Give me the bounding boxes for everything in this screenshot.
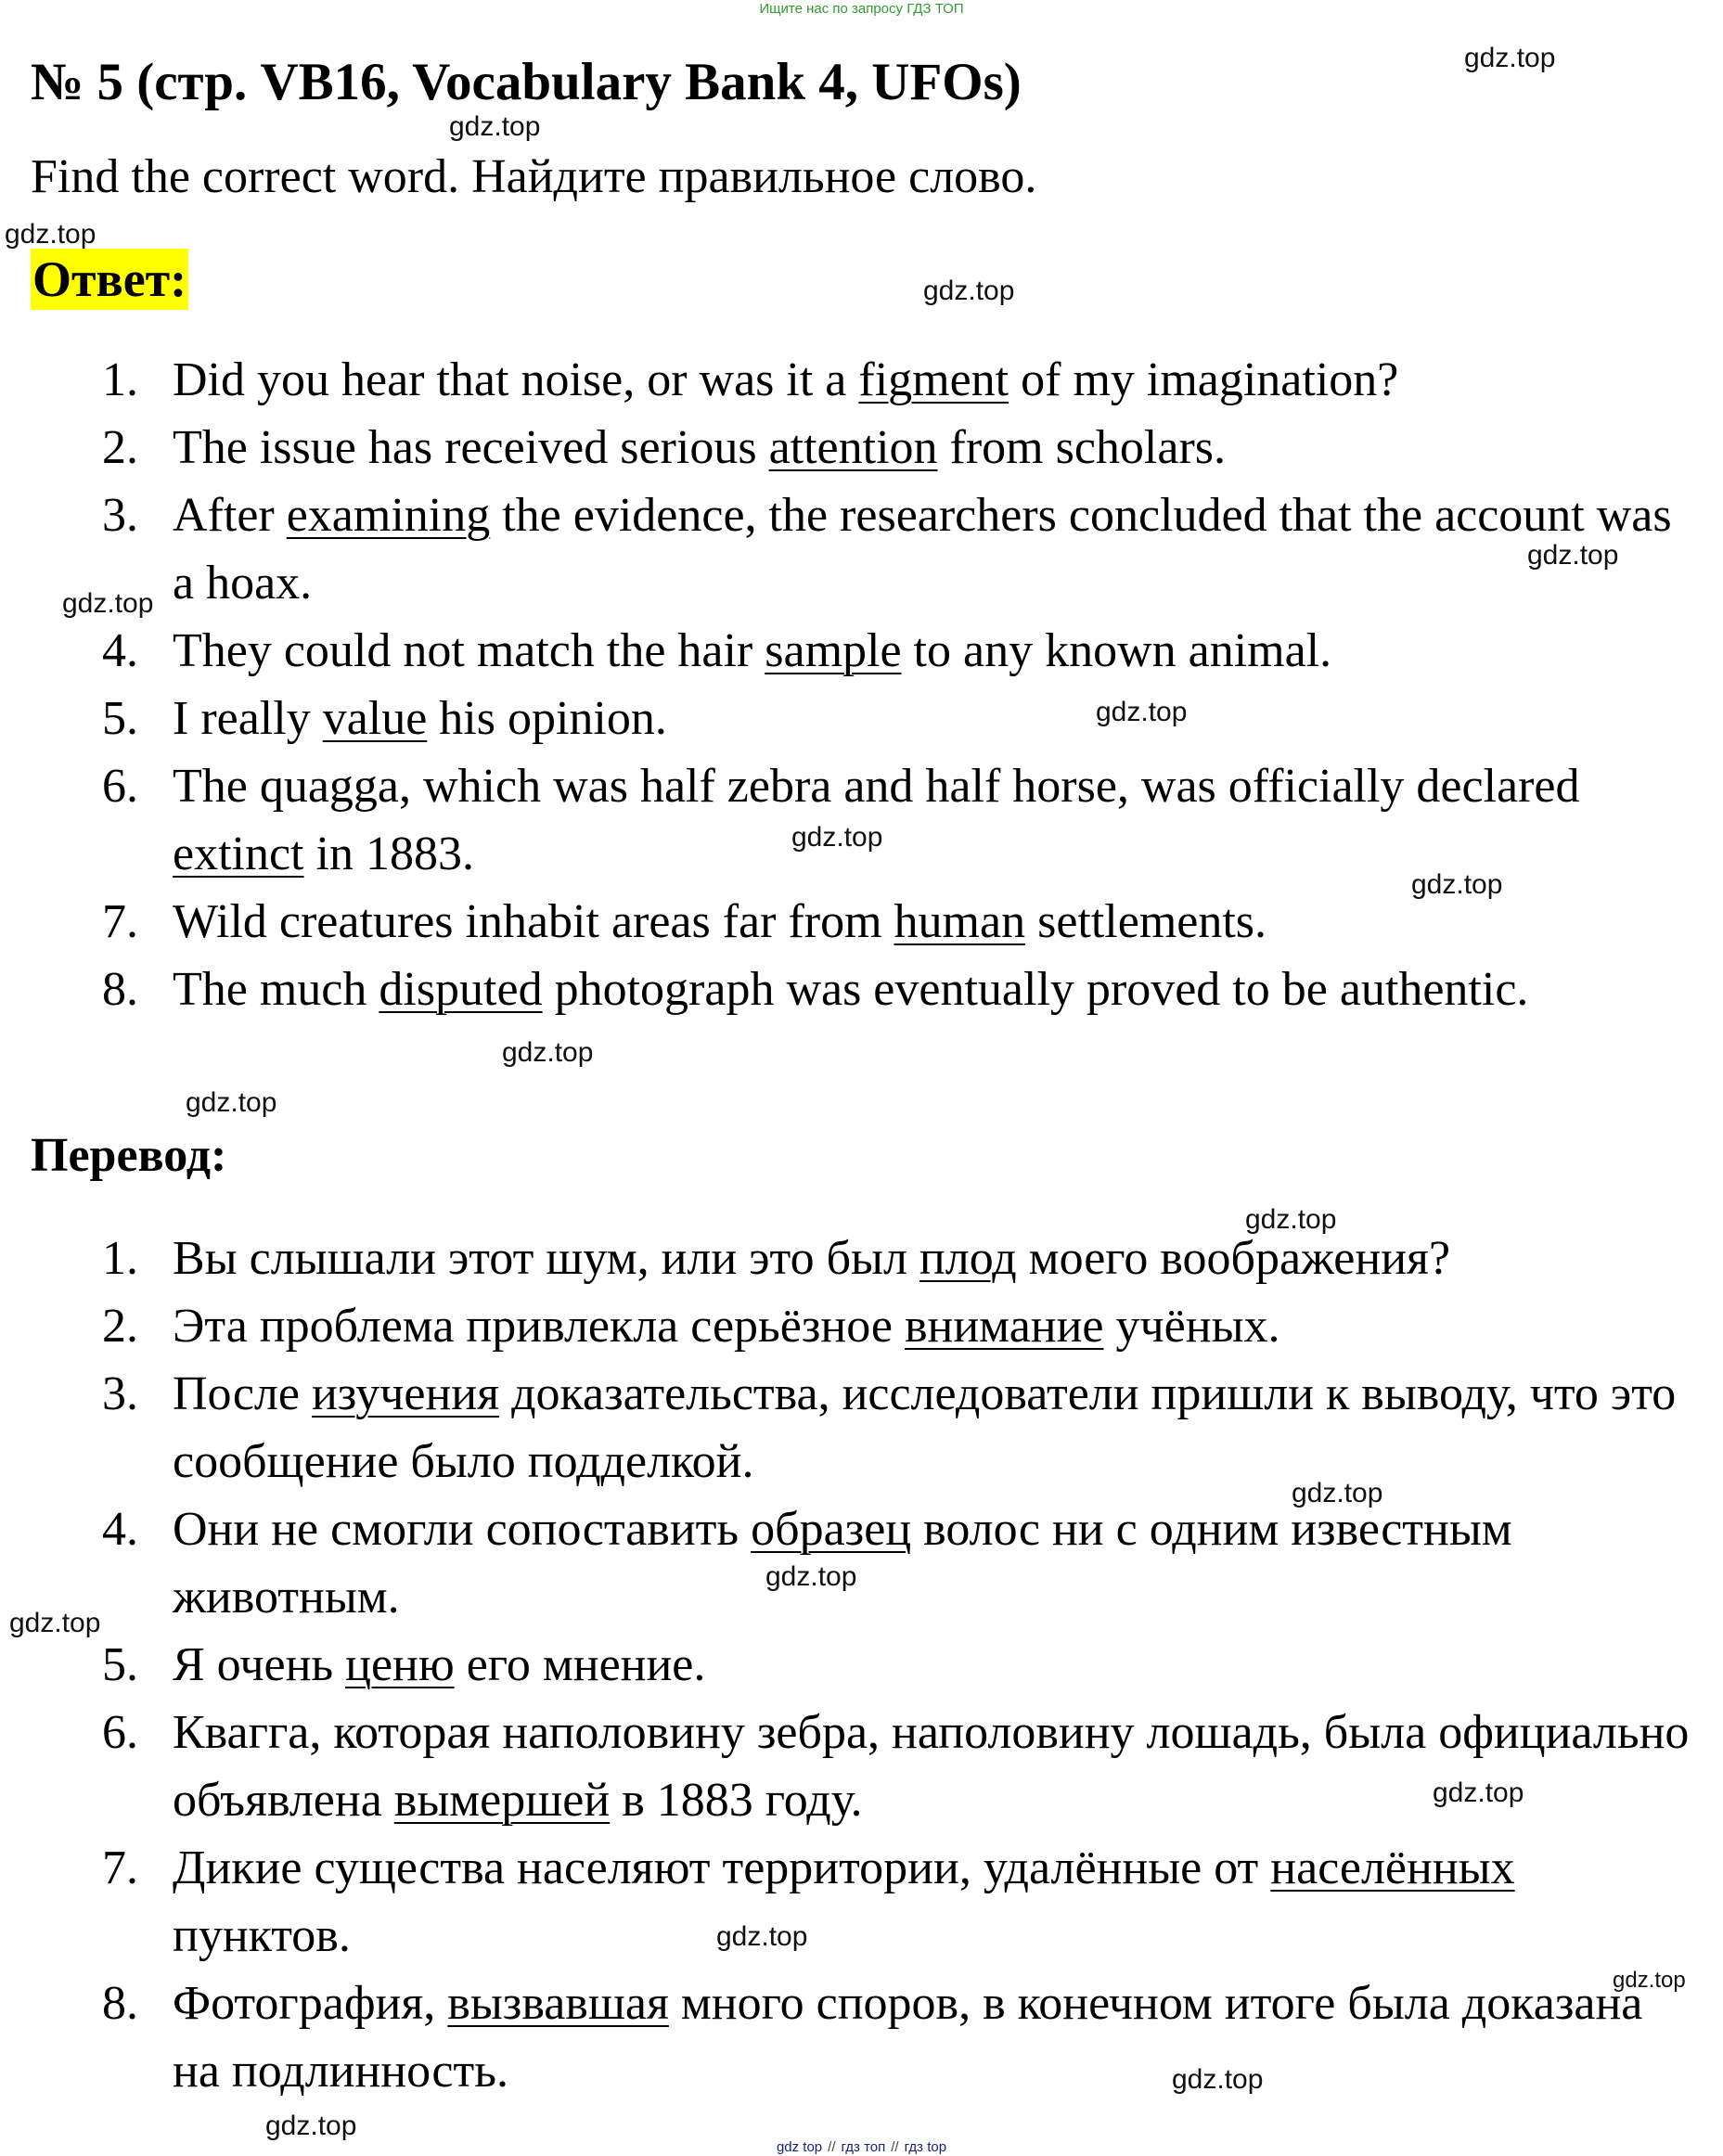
answer-word: value	[322, 692, 428, 745]
watermark: gdz.top	[1245, 1204, 1337, 1235]
watermark: gdz.top	[1527, 540, 1619, 571]
item-number: 8.	[102, 963, 138, 1016]
item-number: 7.	[102, 895, 138, 948]
watermark: gdz.top	[62, 588, 154, 619]
answer-word: extinct	[173, 828, 304, 880]
answer-word: disputed	[379, 963, 543, 1016]
answer-word: figment	[858, 353, 1009, 406]
list-item	[0, 956, 1698, 1023]
translated-word: вымершей	[393, 1774, 611, 1827]
item-text: Они не смогли сопоставить	[173, 1503, 752, 1556]
translated-word: внимание	[904, 1300, 1104, 1353]
item-text: The much	[173, 963, 379, 1016]
page-title: № 5 (стр. VB16, Vocabulary Bank 4, UFOs)	[31, 53, 1022, 111]
item-number: 5.	[102, 1638, 138, 1691]
watermark: gdz.top	[1411, 869, 1503, 900]
watermark: gdz.top	[1172, 2064, 1264, 2095]
item-text: Эта проблема привлекла серьёзное	[173, 1300, 905, 1353]
list-item	[0, 414, 1698, 481]
watermark: gdz.top	[449, 111, 541, 142]
answer-label: Ответ:	[31, 249, 188, 310]
item-text: его мнение.	[454, 1638, 706, 1691]
item-text: моего воображения?	[1016, 1232, 1451, 1285]
list-item	[0, 1360, 1698, 1495]
item-text: Did you hear that noise, or was it a	[173, 353, 859, 406]
translated-word: ценю	[345, 1638, 455, 1691]
footer-separator: //	[828, 2139, 836, 2155]
watermark: gdz.top	[1433, 1777, 1524, 1808]
item-text: После	[173, 1367, 312, 1420]
translated-word: населённых	[1270, 1842, 1515, 1894]
item-text: settlements.	[1025, 895, 1267, 948]
list-item	[0, 1834, 1698, 1970]
item-number: 7.	[102, 1842, 138, 1894]
watermark: gdz.top	[1613, 1968, 1686, 1993]
footer-separator: //	[891, 2139, 899, 2155]
watermark: gdz.top	[1464, 43, 1556, 73]
watermark: gdz.top	[5, 219, 96, 250]
item-text: in 1883.	[303, 828, 474, 880]
item-number: 1.	[102, 353, 138, 406]
answer-word: examining	[286, 489, 491, 542]
footer-link[interactable]: гдз top	[904, 2139, 947, 2155]
header-note: Ищите нас по запросу ГДЗ ТОП	[759, 1, 964, 17]
list-item	[0, 1631, 1698, 1699]
watermark: gdz.top	[1292, 1478, 1383, 1508]
item-text: The quagga, which was half zebra and half horse, was officially declared	[173, 760, 1580, 813]
list-item	[0, 1970, 1698, 2105]
item-text: to any known animal.	[901, 624, 1332, 677]
item-text: the evidence, the researchers concluded that the account was a hoax.	[173, 489, 1672, 610]
list-item	[0, 685, 1698, 752]
watermark: gdz.top	[716, 1921, 808, 1952]
answers-list	[0, 346, 1698, 1023]
item-number: 6.	[102, 760, 138, 813]
watermark: gdz.top	[923, 276, 1015, 306]
translation-list	[0, 1225, 1698, 2105]
answer-word: sample	[765, 624, 902, 677]
item-text: пунктов.	[173, 1909, 351, 1962]
item-text: Квагга, которая наполовину зебра, наполовину лошадь, была официально объявлена	[173, 1706, 1690, 1827]
watermark: gdz.top	[765, 1561, 857, 1592]
translated-word: плод	[919, 1232, 1017, 1285]
item-text: Я очень	[173, 1638, 346, 1691]
list-item	[0, 752, 1698, 888]
item-text: his opinion.	[427, 692, 667, 745]
item-text: много споров, в конечном итоге была доказана на подлинность.	[173, 1977, 1643, 2098]
watermark: gdz.top	[186, 1087, 277, 1118]
list-item	[0, 1699, 1698, 1834]
answer-word: attention	[768, 421, 938, 474]
item-text: from scholars.	[937, 421, 1226, 474]
answer-word: human	[894, 895, 1026, 948]
task-instruction: Find the correct word. Найдите правильное слово.	[31, 150, 1037, 203]
item-text: доказательства, исследователи пришли к выводу, что это сообщение было подделкой.	[173, 1367, 1677, 1488]
footer-links	[0, 2139, 1723, 2156]
translated-word: изучения	[311, 1367, 500, 1420]
item-number: 3.	[102, 1367, 138, 1420]
item-text: After	[173, 489, 287, 542]
watermark: gdz.top	[9, 1608, 101, 1638]
translated-word: образец	[751, 1503, 912, 1556]
list-item	[0, 1225, 1698, 1292]
translated-word: вызвавшая	[447, 1977, 669, 2030]
item-text: Wild creatures inhabit areas far from	[173, 895, 894, 948]
item-number: 6.	[102, 1706, 138, 1759]
watermark: gdz.top	[1096, 697, 1188, 727]
footer-link[interactable]: гдз топ	[841, 2139, 886, 2155]
item-text: I really	[173, 692, 323, 745]
item-text: учёных.	[1103, 1300, 1280, 1353]
item-text: They could not match the hair	[173, 624, 765, 677]
watermark: gdz.top	[265, 2111, 357, 2141]
item-text: The issue has received serious	[173, 421, 769, 474]
watermark: gdz.top	[791, 822, 883, 853]
item-number: 1.	[102, 1232, 138, 1285]
item-number: 2.	[102, 1300, 138, 1353]
item-text: Вы слышали этот шум, или это был	[173, 1232, 919, 1285]
item-number: 3.	[102, 489, 138, 542]
list-item	[0, 1292, 1698, 1360]
watermark: gdz.top	[502, 1037, 594, 1068]
translation-label: Перевод:	[31, 1129, 227, 1182]
item-text: Дикие существа населяют территории, удалённые от	[173, 1842, 1271, 1894]
item-text: Фотография,	[173, 1977, 448, 2030]
list-item	[0, 346, 1698, 414]
item-text: photograph was eventually proved to be authentic.	[542, 963, 1529, 1016]
item-number: 4.	[102, 1503, 138, 1556]
item-number: 2.	[102, 421, 138, 474]
list-item	[0, 481, 1698, 617]
item-number: 5.	[102, 692, 138, 745]
item-text: волос ни с одним известным животным.	[173, 1503, 1512, 1623]
item-number: 8.	[102, 1977, 138, 2030]
item-text: of my imagination?	[1009, 353, 1399, 406]
footer-link[interactable]: gdz top	[776, 2139, 823, 2155]
list-item	[0, 617, 1698, 685]
item-text: в 1883 году.	[610, 1774, 863, 1827]
item-number: 4.	[102, 624, 138, 677]
